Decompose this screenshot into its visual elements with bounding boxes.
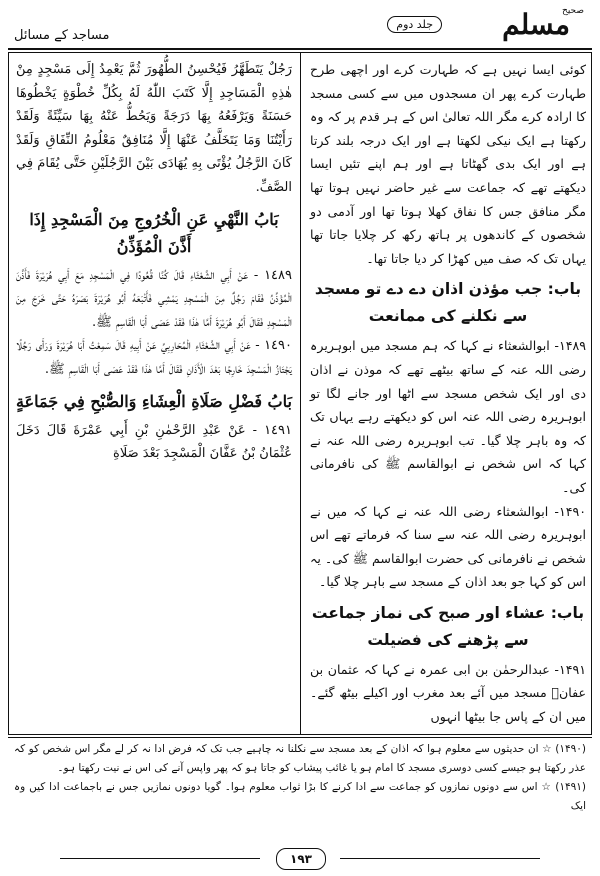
- title-mark: صحیح: [562, 6, 584, 16]
- section-title: مساجد کے مسائل: [14, 28, 110, 43]
- arabic-hadith-1491: ١٤٩١ - عَنْ عَبْدِ الرَّحْمٰنِ بْنِ أَبِي عَمْرَةَ قَالَ دَخَلَ عُثْمَانُ بْنُ عَفَّانَ الْمَسْجِدَ بَعْدَ صَلَاةِ: [16, 422, 292, 462]
- page-number-rule-right: [340, 858, 540, 859]
- book-title: مسلم: [502, 8, 570, 41]
- page-header: [8, 6, 592, 50]
- footnote-1490: (۱۴۹۰) ☆ ان حدیثوں سے معلوم ہوا کہ اذان کے بعد مسجد سے نکلنا نہ چاہیے جب تک کہ فرض ادا نہ کر لے مگر اس شخص کو کہ عذر رکھتا ہو جیسے کسی دوسری مسجد کا امام ہو یا غائب پیشاب کو جاتا ہو کہ پھر واپس آنے کی اس نے نیت رکھتا ہو۔: [14, 743, 586, 774]
- footnote-1491: (۱۴۹۱) ☆ اس سے دونوں نمازوں کو جماعت سے ادا کرنے کا بڑا ثواب معلوم ہوا۔ گویا دونوں نمازیں جس نے باجماعت ادا کیں وہ ایک: [14, 781, 586, 812]
- arabic-column: [16, 58, 292, 466]
- column-divider: [300, 52, 301, 735]
- header-rule: [8, 48, 592, 50]
- footnote-rule: [8, 737, 592, 738]
- volume-badge: جلد دوم: [387, 16, 442, 33]
- arabic-hadith-1490: ١٤٩٠ - عَنْ أَبِي الشَّعْثَاءِ الْمُحَارِبِيِّ عَنْ أَبِيهِ قَالَ سَمِعْتُ أَبَا هُرَيْرَةَ وَرَأَى رَجُلًا يَجْتَازُ الْمَسْجِدَ خَارِجًا بَعْدَ الْأَذَانِ فَقَالَ أَمَّا هٰذَا فَقَدْ عَصَى أَبَا الْقَاسِمِ ﷺ.: [16, 338, 292, 377]
- urdu-column: [310, 58, 586, 729]
- urdu-hadith-1489: ۱۴۸۹- ابوالشعثاء نے کہا کہ ہم مسجد میں ابوہریرہ رضی اللہ عنہ کے ساتھ بیٹھے تھے کہ موذن نے اذان دی اور ایک شخص مسجد سے اٹھا اور جانے لگا تو ابوہریرہ رضی اللہ عنہ اس کو دیکھتے رہے یہاں تک کہ وہ باہر چلا گیا۔ تب ابوہریرہ رضی اللہ عنہ نے کہا کہ اس شخص نے ابوالقاسم ﷺ کی نافرمانی کی۔: [310, 338, 586, 495]
- urdu-paragraph: کوئی ایسا نہیں ہے کہ طہارت کرے اور اچھی طرح طہارت کرے پھر ان مسجدوں میں سے کسی مسجد کا ارادہ کرے مگر اللہ تعالیٰ اس کے ہر قدم پر کہ وہ رکھتا ہے ایک نیکی لکھتا ہے اور ایک درجہ بلند کرتا ہے اور ایک بدی گھٹاتا ہے اور ہم اپنے تئیں ایسا دیکھتے تھے کہ جماعت سے غیر حاضر نہیں ہوتا تھا مگر منافق جس کا نفاق کھلا ہوتا تھا اور آدمی دو شخصوں کے کاندھوں پر ہاتھ رکھ کر چلایا جاتا تھا یہاں تک کہ صف میں کھڑا کر دیا جاتا تھا۔: [310, 62, 586, 266]
- arabic-paragraph: رَجُلٌ يَتَطَهَّرُ فَيُحْسِنُ الطُّهُورَ ثُمَّ يَعْمِدُ إِلَى مَسْجِدٍ مِنْ هٰذِهِ الْمَسَاجِدِ إِلَّا كَتَبَ اللّٰهُ لَهُ بِكُلِّ خُطْوَةٍ يَخْطُوهَا حَسَنَةً وَيَرْفَعُهُ بِهَا دَرَجَةً وَيَحُطُّ عَنْهُ بِهَا سَيِّئَةً وَلَقَدْ رَأَيْتُنَا وَمَا يَتَخَلَّفُ عَنْهَا إِلَّا مُنَافِقٌ مَعْلُومُ النِّفَاقِ وَلَقَدْ كَانَ الرَّجُلُ يُؤْتَى بِهِ يُهَادَى بَيْنَ الرَّجُلَيْنِ حَتَّى يُقَامَ فِي الصَّفِّ.: [16, 62, 292, 195]
- arabic-hadith-1489: ١٤٨٩ - عَنْ أَبِي الشَّعْثَاءِ قَالَ كُنَّا قُعُودًا فِي الْمَسْجِدِ مَعَ أَبِي هُرَيْرَةَ فَأَذَّنَ الْمُؤَذِّنُ فَقَامَ رَجُلٌ مِنَ الْمَسْجِدِ يَمْشِي فَأَتْبَعَهُ أَبُو هُرَيْرَةَ بَصَرَهُ حَتَّى خَرَجَ مِنَ الْمَسْجِدِ فَقَالَ أَبُو هُرَيْرَةَ أَمَّا هٰذَا فَقَدْ عَصَى أَبَا الْقَاسِمِ ﷺ.: [16, 267, 292, 330]
- arabic-chapter-heading: بَابُ النَّهْيِ عَنِ الْخُرُوجِ مِنَ الْمَسْجِدِ إِذَا أَذَّنَ الْمُؤَذِّنُ: [29, 209, 279, 256]
- urdu-chapter-heading: باب: عشاء اور صبح کی نماز جماعت سے پڑھنے کی فضیلت: [311, 603, 585, 649]
- arabic-chapter-heading: بَابُ فَضْلِ صَلَاةِ الْعِشَاءِ وَالصُّبْحِ فِي جَمَاعَةٍ: [16, 391, 292, 411]
- urdu-hadith-1490: ۱۴۹۰- ابوالشعثاء رضی اللہ عنہ نے کہا کہ میں نے ابوہریرہ رضی اللہ عنہ سے سنا کہ فرماتے تھے اس شخص نے نافرمانی کی حضرت ابوالقاسم ﷺ کی۔ یہ اس کو کہا جو بعد اذان کے مسجد سے باہر چلا گیا۔: [310, 503, 586, 590]
- page-number: ۱۹۳: [276, 848, 326, 870]
- footnotes: [14, 740, 586, 816]
- page-number-rule-left: [60, 858, 260, 859]
- urdu-hadith-1491: ۱۴۹۱- عبدالرحمٰن بن ابی عمرہ نے کہا کہ عثمان بن عفانؓ مسجد میں آئے بعد مغرب اور اکیلے بیٹھ گئے۔ میں ان کے پاس جا بیٹھا انہوں: [310, 661, 586, 725]
- urdu-chapter-heading: باب: جب مؤذن اذان دے دے تو مسجد سے نکلنے کی ممانعت: [314, 280, 582, 326]
